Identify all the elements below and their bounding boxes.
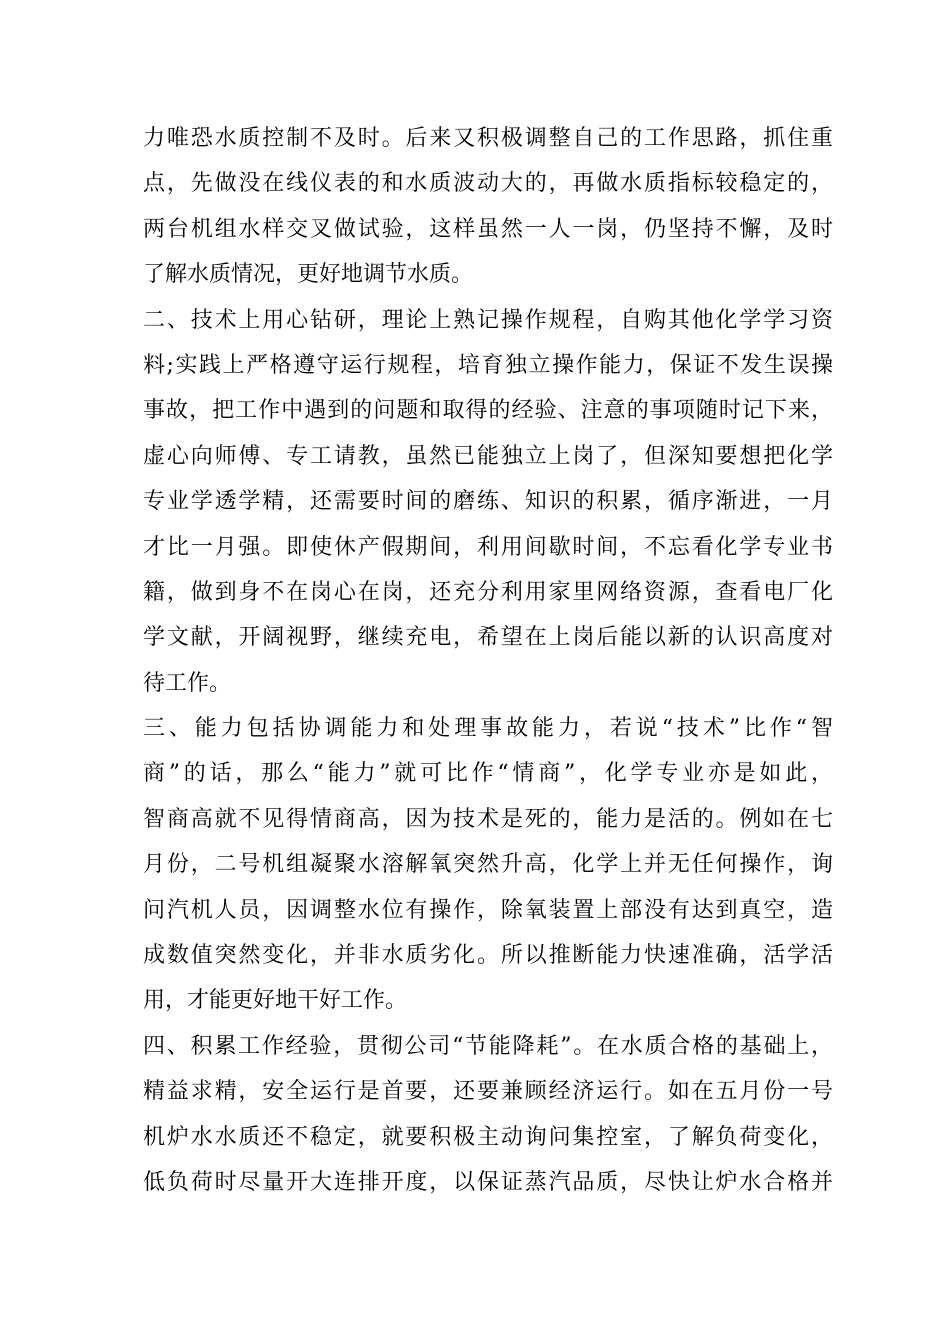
text-line: 事故，把工作中遇到的问题和取得的经验、注意的事项随时记下来， [143,398,833,424]
text-line: 力唯恐水质控制不及时。后来又积极调整自己的工作思路，抓住重 [143,126,833,151]
text-line: 了解水质情况，更好地调节水质。 [143,262,474,288]
text-line: 月份，二号机组凝聚水溶解氧突然升高，化学上并无任何操作，询 [143,852,833,878]
text-line: 商”的话，那么“能力”就可比作“情商”，化学专业亦是如此， [143,761,833,787]
text-line: 机炉水水质还不稳定，就要积极主动询问集控室，了解负荷变化， [143,1124,833,1150]
text-line: 料;实践上严格遵守运行规程，培育独立操作能力，保证不发生误操 [143,352,833,378]
text-line: 籍，做到身不在岗心在岗，还充分利用家里网络资源，查看电厂化 [143,579,833,605]
text-line: 点，先做没在线仪表的和水质波动大的，再做水质指标较稳定的， [143,171,833,197]
text-line: 二、技术上用心钻研，理论上熟记操作规程，自购其他化学学习资 [143,307,833,333]
text-line: 精益求精，安全运行是首要，还要兼顾经济运行。如在五月份一号 [143,1079,833,1105]
text-line: 智商高就不见得情商高，因为技术是死的，能力是活的。例如在七 [143,806,833,832]
text-line: 才比一月强。即使休产假期间，利用间歇时间，不忘看化学专业书 [143,534,833,560]
text-line: 三、能力包括协调能力和处理事故能力，若说“技术”比作“智 [143,716,833,742]
text-line: 成数值突然变化，并非水质劣化。所以推断能力快速准确，活学活 [143,943,833,969]
text-line: 两台机组水样交叉做试验，这样虽然一人一岗，仍坚持不懈，及时 [143,216,833,242]
text-line: 学文献，开阔视野，继续充电，希望在上岗后能以新的认识高度对 [143,625,833,651]
text-line: 问汽机人员，因调整水位有操作，除氧装置上部没有达到真空，造 [143,897,833,923]
text-line: 用，才能更好地干好工作。 [143,988,408,1014]
text-line: 待工作。 [143,670,232,696]
text-line: 四、积累工作经验，贯彻公司“节能降耗”。在水质合格的基础上， [143,1033,833,1059]
text-line: 虚心向师傅、专工请教，虽然已能独立上岗了，但深知要想把化学 [143,443,833,469]
document-body [143,116,833,1205]
text-line: 专业学透学精，还需要时间的磨练、知识的积累，循序渐进，一月 [143,489,833,515]
text-line: 低负荷时尽量开大连排开度，以保证蒸汽品质，尽快让炉水合格并 [143,1169,833,1195]
